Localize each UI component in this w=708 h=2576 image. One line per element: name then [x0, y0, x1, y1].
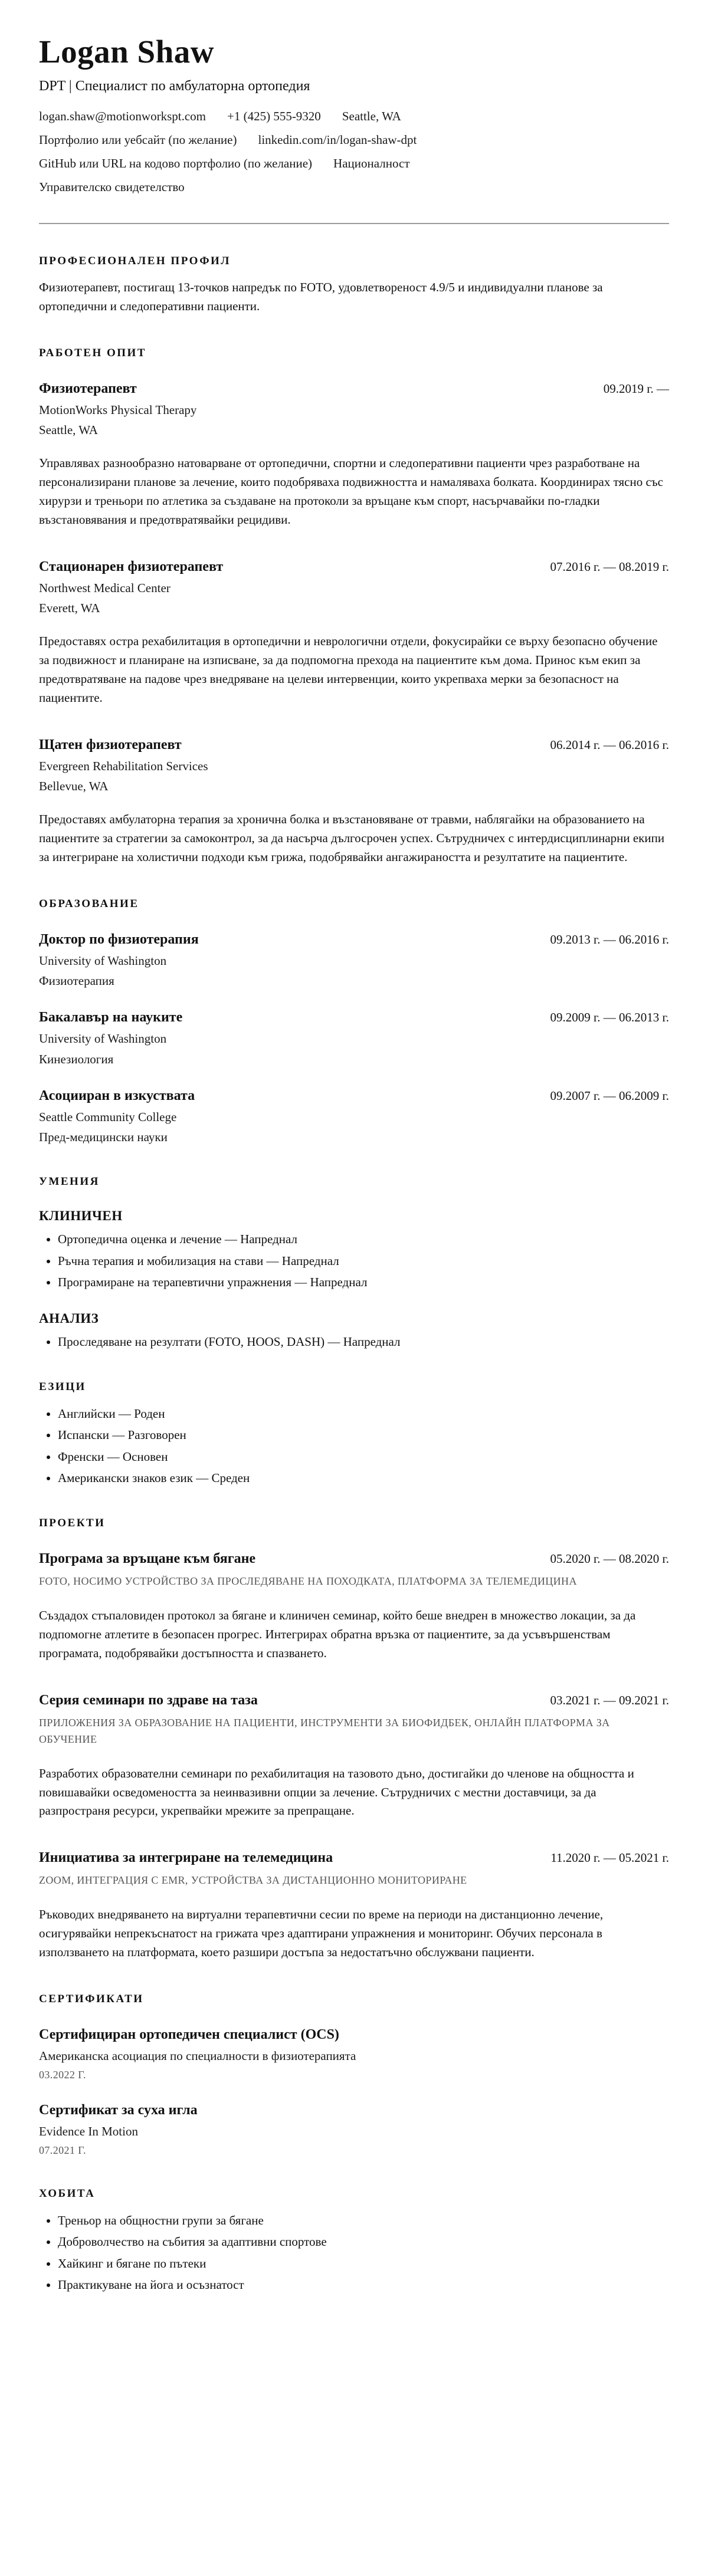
- project-item-head: [39, 1849, 669, 1867]
- profile-heading: ПРОФЕСИОНАЛЕН ПРОФИЛ: [39, 254, 231, 267]
- certifications-heading: СЕРТИФИКАТИ: [39, 1992, 144, 2005]
- job-title: Физиотерапевт: [39, 380, 137, 396]
- contact-phone: +1 (425) 555-9320: [227, 109, 321, 123]
- language-list: [39, 1405, 669, 1486]
- education-item: [39, 1008, 669, 1067]
- job-description: Управлявах разнообразно натоварване от ортопедични, спортни и следоперативни пациенти чрез разработване на персонализирани планове за лечение, които подобряваха подвижността и намаляваха болката. Координирах тясно със хирурзи и треньори по атлетика за създаване на протоколи за връщане към спорт, насърчавайки по-гладки възстановявания и предотвратявайки рецидиви.: [39, 456, 663, 527]
- skill-group-title: АНАЛИЗ: [39, 1310, 99, 1326]
- contact-github: GitHub или URL на кодово портфолио (по желание): [39, 156, 313, 171]
- project-tools: FOTO, НОСИМО УСТРОЙСТВО ЗА ПРОСЛЕДЯВАНЕ НА ПОХОДКАТА, ПЛАТФОРМА ЗА ТЕЛЕМЕДИЦИНА: [39, 1575, 577, 1588]
- job-title: Щатен физиотерапевт: [39, 737, 182, 753]
- certification-date: 07.2021 Г.: [39, 2144, 86, 2156]
- project-item: [39, 1550, 669, 1663]
- education-item: [39, 1087, 669, 1145]
- skill-item: • Ръчна терапия и мобилизация на стави — Напреднал: [58, 1253, 669, 1269]
- degree-field: Кинезиология: [39, 1052, 114, 1066]
- certification-title: Сертифициран ортопедичен специалист (OCS): [39, 2026, 339, 2042]
- hobby-item: • Треньор на общностни групи за бягане: [58, 2212, 669, 2229]
- project-title: Серия семинари по здраве на таза: [39, 1692, 258, 1708]
- contact-location: Seattle, WA: [342, 109, 401, 123]
- section-education: [39, 898, 669, 1145]
- job-company: Evergreen Rehabilitation Services: [39, 758, 208, 773]
- degree-dates: 09.2013 г. — 06.2016 г.: [550, 932, 669, 947]
- hobby-item: • Доброволчество на събития за адаптивни спортове: [58, 2233, 669, 2250]
- job-location: Bellevue, WA: [39, 779, 109, 793]
- contact-email: logan.shaw@motionworkspt.com: [39, 109, 206, 123]
- resume-headline: DPT | Специалист по амбулаторна ортопедия: [39, 78, 310, 94]
- profile-text: Физиотерапевт, постигащ 13-точков напредък по FOTO, удовлетвореност 4.9/5 и индивидуални планове за ортопедични и следоперативни пациенти.: [39, 280, 603, 313]
- certification-title: Сертификат за суха игла: [39, 2102, 198, 2118]
- degree-title: Асоцииран в изкуствата: [39, 1087, 195, 1103]
- hobby-list: [39, 2212, 669, 2293]
- project-tools: ZOOM, ИНТЕГРАЦИЯ С EMR, УСТРОЙСТВА ЗА ДИСТАНЦИОННО МОНИТОРИРАНЕ: [39, 1874, 467, 1887]
- section-projects: [39, 1517, 669, 1962]
- contact-portfolio: Портфолио или уебсайт (по желание): [39, 132, 237, 147]
- contact-row-4: [39, 179, 669, 195]
- degree-dates: 09.2007 г. — 06.2009 г.: [550, 1088, 669, 1103]
- skills-heading: УМЕНИЯ: [39, 1175, 100, 1188]
- section-profile: [39, 255, 669, 316]
- section-languages: [39, 1381, 669, 1486]
- language-item: • Френски — Основен: [58, 1448, 669, 1465]
- job-company: MotionWorks Physical Therapy: [39, 402, 197, 417]
- education-item-head: [39, 1087, 669, 1105]
- project-item: [39, 1691, 669, 1821]
- contact-linkedin: linkedin.com/in/logan-shaw-dpt: [258, 132, 417, 147]
- project-item: [39, 1849, 669, 1962]
- education-item-head: [39, 1008, 669, 1026]
- certification-item: [39, 2101, 669, 2157]
- project-description: Ръководих внедряването на виртуални терапевтични сесии по време на периоди на дистанционно лечение, осигурявайки непрекъснатост на грижата чрез адаптирани упражнения и мониторинг. Обучих персонала в използването на платформата, което разшири достъпа за недостатъчно обслужвани пациенти.: [39, 1907, 604, 1960]
- degree-field: Пред-медицински науки: [39, 1130, 168, 1145]
- section-hobbies: [39, 2187, 669, 2293]
- skill-list: [39, 1231, 669, 1290]
- project-dates: 11.2020 г. — 05.2021 г.: [550, 1851, 669, 1865]
- experience-item: [39, 558, 669, 708]
- skill-list: [39, 1333, 669, 1350]
- header-divider: [39, 223, 669, 224]
- languages-heading: ЕЗИЦИ: [39, 1380, 86, 1393]
- skill-item: • Програмиране на терапевтични упражнения — Напреднал: [58, 1274, 669, 1290]
- education-item-head: [39, 931, 669, 948]
- experience-item-head: [39, 380, 669, 397]
- experience-heading: РАБОТЕН ОПИТ: [39, 346, 146, 359]
- project-dates: 05.2020 г. — 08.2020 г.: [550, 1552, 669, 1566]
- contact-row-1: [39, 109, 669, 124]
- job-description: Предоставях остра рехабилитация в ортопедични и неврологични отдели, фокусирайки се върху безопасно обучение за подвижност и планиране на изписване, за да подпомогна прехода на пациентите към дома. Принос към екип за предотвратяване на падове чрез внедряване на целеви интервенции, които укрепваха мерки за безопасност на пациентите.: [39, 634, 658, 705]
- skill-group-title: КЛИНИЧЕН: [39, 1208, 123, 1224]
- job-dates: 09.2019 г. —: [603, 381, 669, 396]
- section-certifications: [39, 1993, 669, 2157]
- hobby-item: • Хайкинг и бягане по пътеки: [58, 2255, 669, 2272]
- language-item: • Английски — Роден: [58, 1405, 669, 1422]
- contact-row-3: [39, 156, 669, 172]
- hobbies-heading: ХОБИТА: [39, 2187, 96, 2200]
- resume-header: [39, 34, 669, 224]
- resume-name: Logan Shaw: [39, 34, 214, 70]
- certification-issuer: Evidence In Motion: [39, 2124, 138, 2138]
- projects-heading: ПРОЕКТИ: [39, 1517, 106, 1530]
- project-tools: ПРИЛОЖЕНИЯ ЗА ОБРАЗОВАНИЕ НА ПАЦИЕНТИ, ИНСТРУМЕНТИ ЗА БИОФИДБЕК, ОНЛАЙН ПЛАТФОРМА ЗА ОБУЧЕНИЕ: [39, 1716, 610, 1745]
- project-item-head: [39, 1691, 669, 1709]
- experience-item-head: [39, 558, 669, 576]
- section-experience: [39, 347, 669, 867]
- job-title: Стационарен физиотерапевт: [39, 558, 224, 574]
- degree-field: Физиотерапия: [39, 974, 114, 988]
- certification-item: [39, 2026, 669, 2081]
- job-description: Предоставях амбулаторна терапия за хронична болка и възстановяване от травми, наблягайки на образованието на пациентите за стратегии за самоконтрол, за да насърча дългосрочен успех. Сътрудничех с интердисциплинарни екипи за интегриране на холистични подходи към грижа, подобрявайки ангажираността и резултатите на пациентите.: [39, 812, 665, 865]
- language-item: • Испански — Разговорен: [58, 1427, 669, 1443]
- job-dates: 07.2016 г. — 08.2019 г.: [550, 559, 669, 574]
- contact-block: [39, 109, 669, 196]
- education-heading: ОБРАЗОВАНИЕ: [39, 897, 139, 910]
- job-dates: 06.2014 г. — 06.2016 г.: [550, 737, 669, 752]
- job-location: Everett, WA: [39, 600, 100, 615]
- degree-title: Доктор по физиотерапия: [39, 931, 199, 947]
- hobby-item: • Практикуване на йога и осъзнатост: [58, 2276, 669, 2293]
- contact-row-2: [39, 132, 669, 148]
- skill-item: • Ортопедична оценка и лечение — Напреднал: [58, 1231, 669, 1247]
- language-item: • Американски знаков език — Среден: [58, 1470, 669, 1486]
- project-title: Програма за връщане към бягане: [39, 1551, 256, 1567]
- job-location: Seattle, WA: [39, 422, 98, 437]
- experience-item: [39, 736, 669, 867]
- certification-date: 03.2022 Г.: [39, 2068, 86, 2081]
- project-description: Разработих образователни семинари по рехабилитация на тазовото дъно, достигайки до членове на общността и повишавайки осведомеността за неинвазивни опции за лечение. Сътрудничих с местни доставчици, за да разпространя ресурси, укрепвайки мрежите за препращане.: [39, 1766, 634, 1818]
- degree-school: University of Washington: [39, 953, 167, 968]
- degree-school: Seattle Community College: [39, 1109, 177, 1124]
- job-company: Northwest Medical Center: [39, 580, 171, 595]
- experience-item-head: [39, 736, 669, 754]
- degree-dates: 09.2009 г. — 06.2013 г.: [550, 1010, 669, 1025]
- skill-item: • Проследяване на резултати (FOTO, HOOS, DASH) — Напреднал: [58, 1333, 669, 1350]
- contact-driving-license: Управителско свидетелство: [39, 180, 185, 195]
- degree-title: Бакалавър на науките: [39, 1010, 183, 1026]
- contact-nationality: Националност: [333, 156, 410, 171]
- project-dates: 03.2021 г. — 09.2021 г.: [550, 1693, 669, 1707]
- project-description: Създадох стъпаловиден протокол за бягане и клиничен семинар, който беше внедрен в множество локации, за да подпомогне атлетите в безопасен прогрес. Интегрирах обратна връзка от пациентите, за да усъвършенствам програмата, подобрявайки достъпността и спазването.: [39, 1608, 636, 1660]
- project-title: Инициатива за интегриране на телемедицина: [39, 1850, 333, 1866]
- experience-item: [39, 380, 669, 530]
- degree-school: University of Washington: [39, 1031, 167, 1046]
- certification-issuer: Американска асоциация по специалности в физиотерапията: [39, 2048, 356, 2063]
- education-item: [39, 931, 669, 989]
- project-item-head: [39, 1550, 669, 1568]
- section-skills: [39, 1175, 669, 1349]
